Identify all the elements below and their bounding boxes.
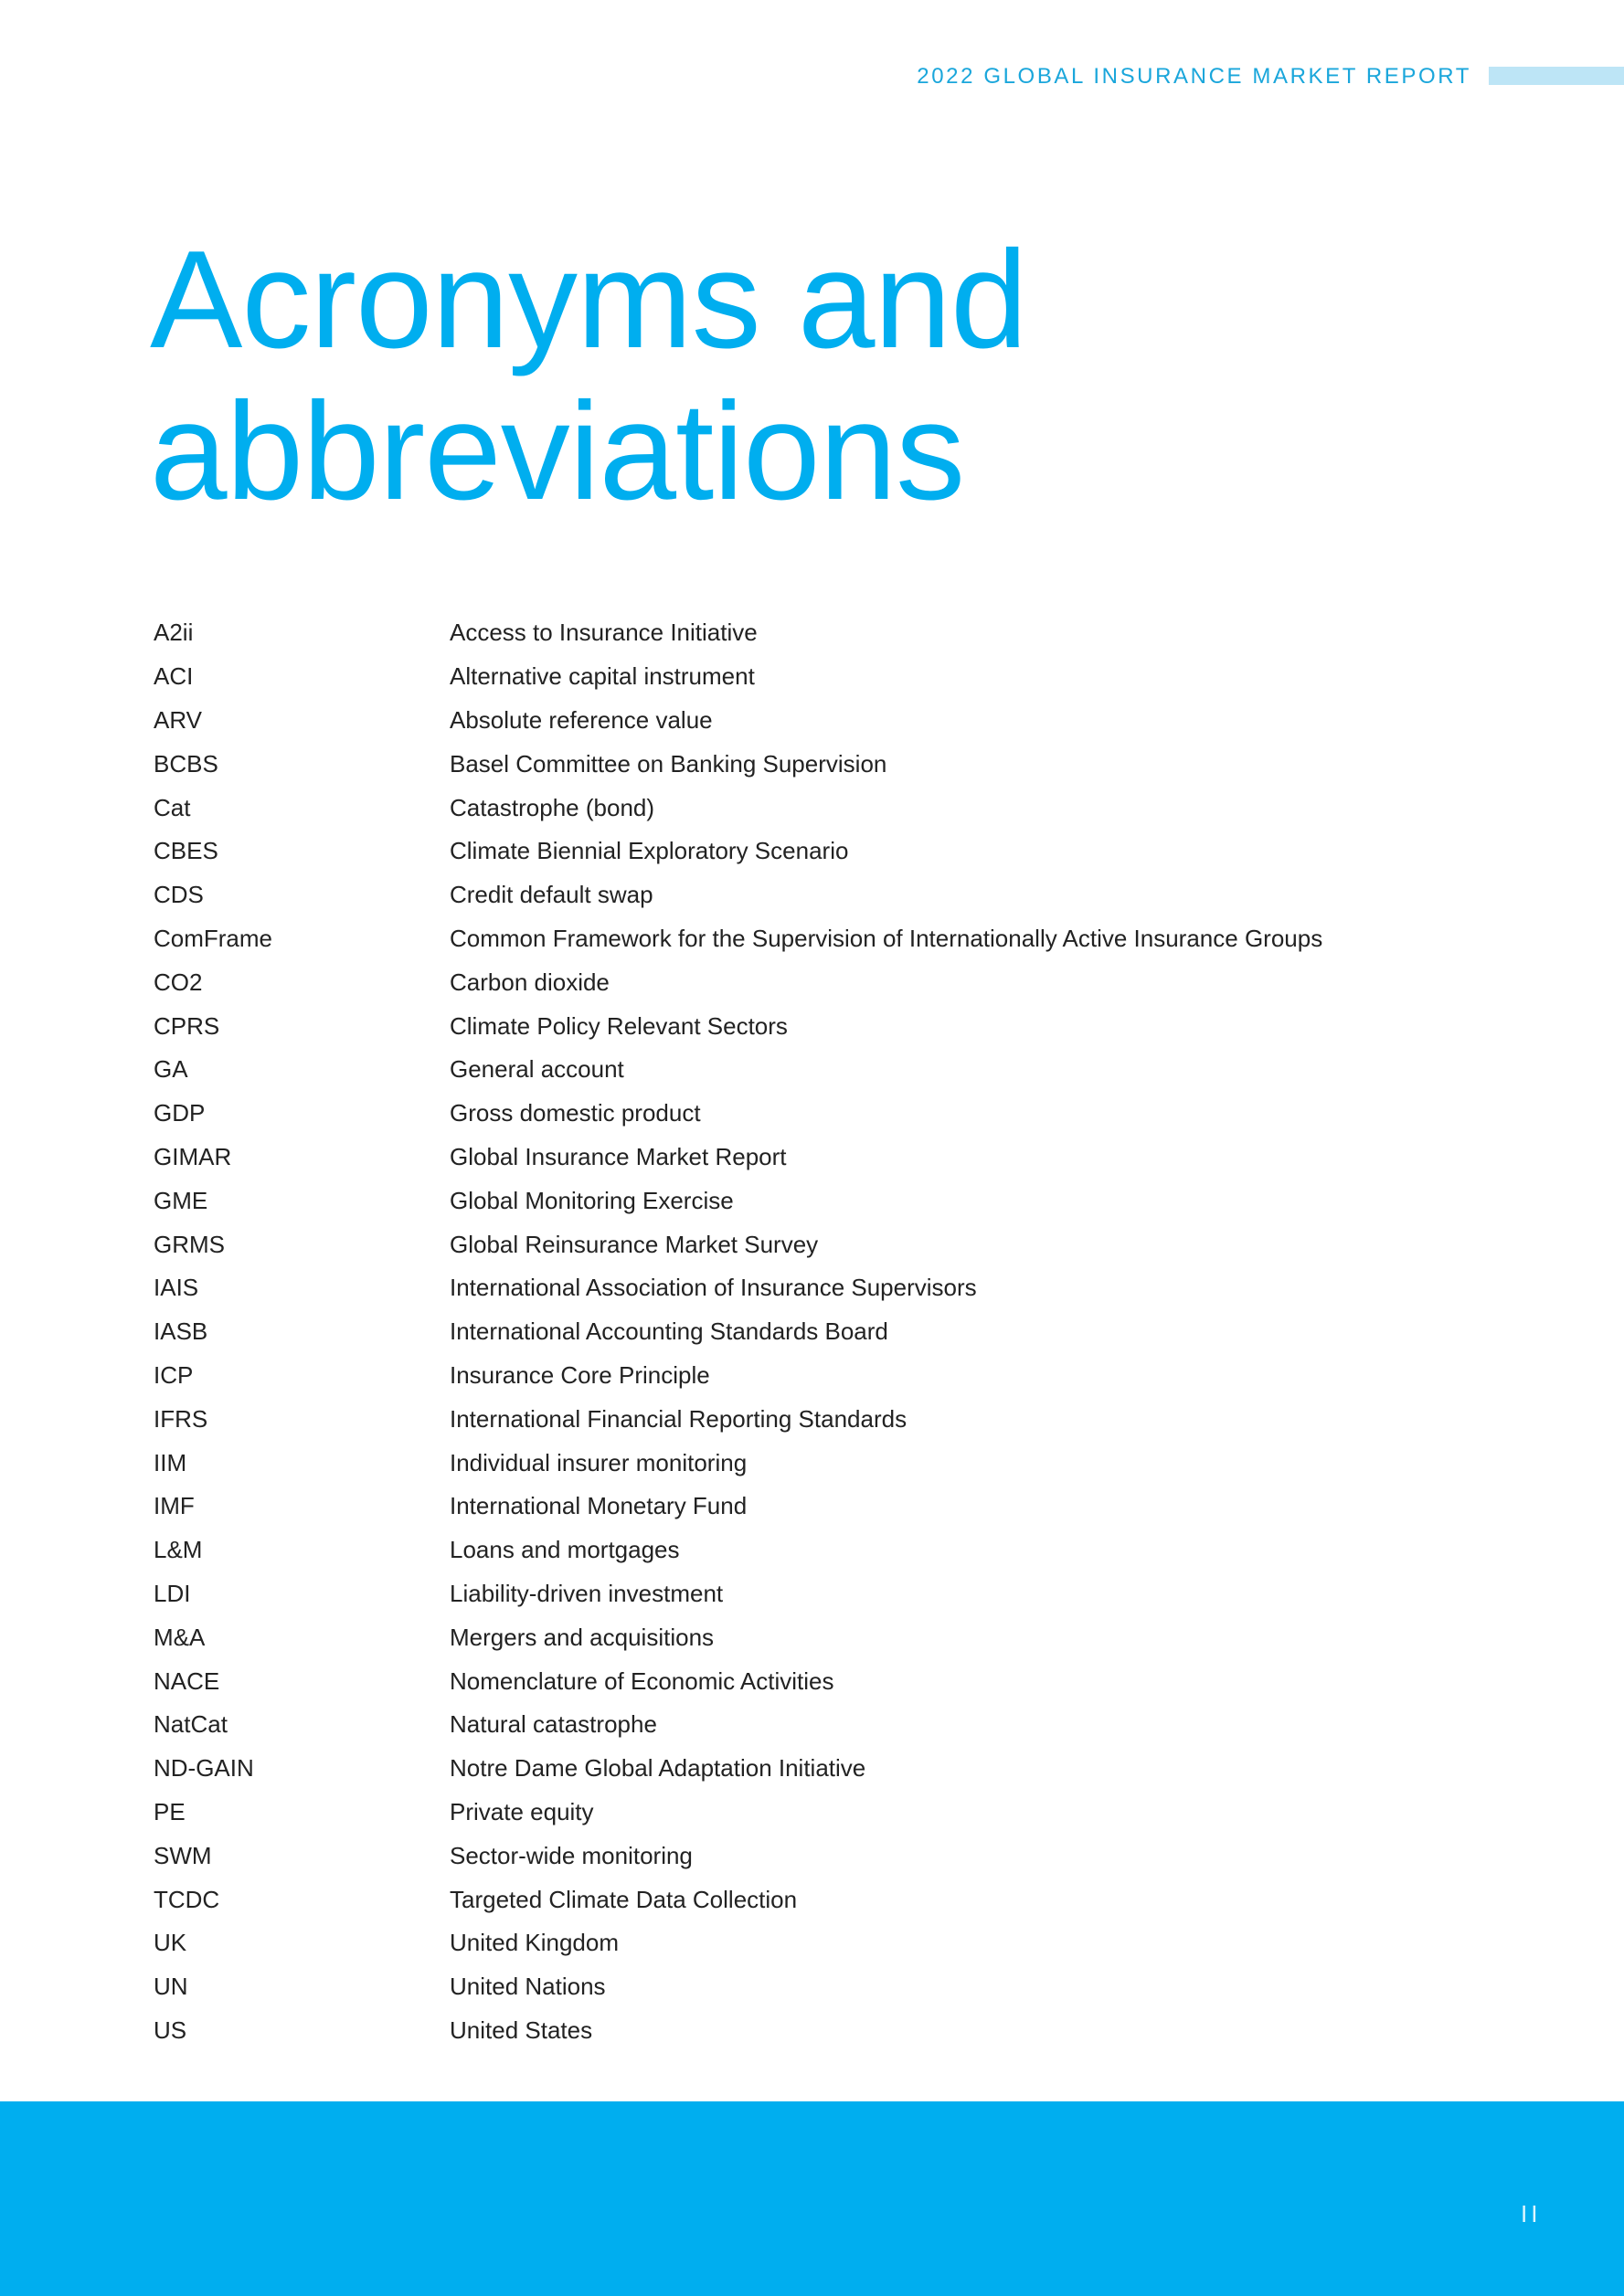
acronym-abbreviation: TCDC — [154, 1885, 220, 1913]
acronym-definition: Carbon dioxide — [450, 968, 610, 996]
acronym-abbreviation: ComFrame — [154, 924, 273, 952]
acronym-abbreviation: CPRS — [154, 1011, 220, 1040]
acronym-definition: Global Monitoring Exercise — [450, 1186, 734, 1214]
acronym-definition: Loans and mortgages — [450, 1536, 680, 1564]
acronym-row — [154, 830, 1322, 873]
acronym-definition: Natural catastrophe — [450, 1710, 657, 1739]
acronym-row — [154, 1310, 1322, 1354]
acronym-row — [154, 699, 1322, 743]
acronym-row — [154, 1703, 1322, 1747]
acronym-row — [154, 1048, 1322, 1092]
acronym-definition: United Nations — [450, 1973, 606, 2001]
acronym-definition: Notre Dame Global Adaptation Initiative — [450, 1754, 866, 1783]
acronym-row — [154, 1136, 1322, 1180]
acronym-abbreviation: UN — [154, 1973, 188, 2001]
acronym-abbreviation: IIM — [154, 1448, 187, 1476]
acronym-row — [154, 1485, 1322, 1529]
acronym-definition: Nomenclature of Economic Activities — [450, 1666, 834, 1695]
acronym-abbreviation: NACE — [154, 1666, 220, 1695]
acronym-row — [154, 1529, 1322, 1572]
acronym-definition: International Financial Reporting Standards — [450, 1404, 908, 1433]
page-number: II — [1521, 2200, 1542, 2227]
acronym-row — [154, 1092, 1322, 1136]
acronym-abbreviation: A2ii — [154, 619, 194, 647]
acronym-abbreviation: IFRS — [154, 1404, 208, 1433]
acronym-row — [154, 1354, 1322, 1398]
acronym-definition: General account — [450, 1055, 624, 1084]
acronym-definition: Global Reinsurance Market Survey — [450, 1230, 819, 1258]
acronym-definition: Gross domestic product — [450, 1099, 701, 1127]
acronym-row — [154, 1659, 1322, 1703]
acronym-abbreviation: CDS — [154, 881, 204, 909]
acronym-definition: Private equity — [450, 1797, 594, 1825]
acronym-abbreviation: PE — [154, 1797, 186, 1825]
acronym-definition: Individual insurer monitoring — [450, 1448, 748, 1476]
acronym-row — [154, 786, 1322, 830]
acronym-definition: Absolute reference value — [450, 705, 713, 734]
acronym-row — [154, 2009, 1322, 2053]
acronym-abbreviation: GA — [154, 1055, 188, 1084]
acronym-row — [154, 917, 1322, 961]
acronym-definition: Targeted Climate Data Collection — [450, 1885, 798, 1913]
acronym-abbreviation: ACI — [154, 662, 194, 691]
acronym-abbreviation: ND-GAIN — [154, 1754, 254, 1783]
acronym-abbreviation: SWM — [154, 1841, 212, 1869]
acronym-row — [154, 873, 1322, 917]
acronym-abbreviation: IMF — [154, 1492, 195, 1520]
acronym-row — [154, 1791, 1322, 1835]
acronym-abbreviation: CO2 — [154, 968, 203, 996]
page-title — [150, 224, 1027, 527]
acronym-definition: Catastrophe (bond) — [450, 793, 655, 821]
acronym-row — [154, 1004, 1322, 1048]
acronym-abbreviation: GRMS — [154, 1230, 225, 1258]
acronym-abbreviation: GIMAR — [154, 1142, 232, 1170]
footer-band — [0, 2101, 1624, 2296]
acronym-row — [154, 1615, 1322, 1659]
acronym-abbreviation: M&A — [154, 1623, 206, 1651]
header-accent-bar — [1489, 67, 1624, 85]
acronym-row — [154, 611, 1322, 655]
acronym-abbreviation: IAIS — [154, 1274, 199, 1302]
acronym-definition: International Association of Insurance Supervisors — [450, 1274, 977, 1302]
acronym-definition: Climate Policy Relevant Sectors — [450, 1011, 788, 1040]
acronym-definition: Alternative capital instrument — [450, 662, 755, 691]
report-header: 2022 GLOBAL INSURANCE MARKET REPORT — [917, 64, 1471, 89]
page-title-line-1: Acronyms and — [150, 222, 1027, 377]
acronym-abbreviation: L&M — [154, 1536, 203, 1564]
acronym-row — [154, 1747, 1322, 1791]
acronym-definition: Access to Insurance Initiative — [450, 619, 758, 647]
acronym-row — [154, 1965, 1322, 2009]
acronym-row — [154, 1921, 1322, 1965]
acronym-definition: Mergers and acquisitions — [450, 1623, 715, 1651]
acronym-row — [154, 742, 1322, 786]
acronym-row — [154, 1397, 1322, 1441]
acronym-abbreviation: CBES — [154, 837, 218, 865]
acronym-list — [154, 611, 1322, 2052]
acronym-definition: Climate Biennial Exploratory Scenario — [450, 837, 849, 865]
page-title-line-2: abbreviations — [150, 374, 965, 529]
acronym-row — [154, 1179, 1322, 1222]
acronym-definition: Basel Committee on Banking Supervision — [450, 749, 887, 778]
acronym-row — [154, 1222, 1322, 1266]
acronym-abbreviation: LDI — [154, 1579, 191, 1607]
acronym-row — [154, 960, 1322, 1004]
acronym-abbreviation: IASB — [154, 1317, 208, 1346]
acronym-row — [154, 655, 1322, 699]
acronym-row — [154, 1441, 1322, 1485]
acronym-abbreviation: US — [154, 2016, 187, 2044]
acronym-definition: International Accounting Standards Board — [450, 1317, 888, 1346]
acronym-row — [154, 1572, 1322, 1616]
acronym-abbreviation: Cat — [154, 793, 191, 821]
acronym-definition: Credit default swap — [450, 881, 653, 909]
acronym-row — [154, 1878, 1322, 1921]
acronym-definition: Sector-wide monitoring — [450, 1841, 693, 1869]
acronym-abbreviation: GME — [154, 1186, 208, 1214]
acronym-definition: Liability-driven investment — [450, 1579, 724, 1607]
acronym-abbreviation: ARV — [154, 705, 202, 734]
acronym-row — [154, 1266, 1322, 1310]
acronym-definition: Insurance Core Principle — [450, 1360, 710, 1389]
acronym-abbreviation: BCBS — [154, 749, 218, 778]
acronym-abbreviation: ICP — [154, 1360, 194, 1389]
acronym-abbreviation: UK — [154, 1929, 187, 1957]
acronym-definition: International Monetary Fund — [450, 1492, 748, 1520]
acronym-row — [154, 1834, 1322, 1878]
acronym-abbreviation: GDP — [154, 1099, 206, 1127]
acronym-abbreviation: NatCat — [154, 1710, 228, 1739]
acronym-definition: United States — [450, 2016, 593, 2044]
acronym-definition: Common Framework for the Supervision of Internationally Active Insurance Groups — [450, 924, 1323, 952]
acronym-definition: United Kingdom — [450, 1929, 619, 1957]
acronym-definition: Global Insurance Market Report — [450, 1142, 787, 1170]
